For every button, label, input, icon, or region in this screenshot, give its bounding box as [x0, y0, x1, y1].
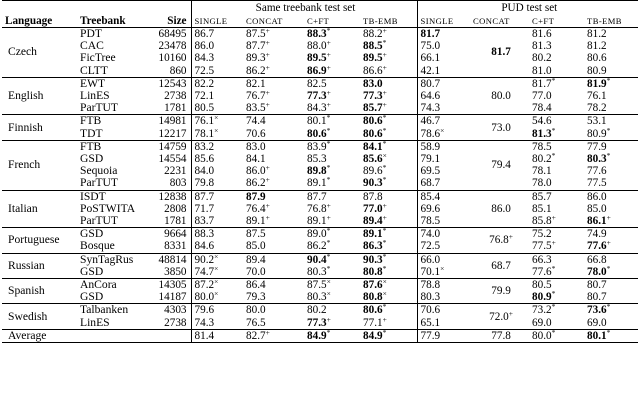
score-cell: 84.9*: [363, 327, 387, 342]
score-cell: 76.8+: [307, 200, 331, 215]
treebank-name: GSD: [80, 152, 104, 166]
score-cell: 80.1*: [587, 327, 611, 342]
score-cell: 77.0: [532, 90, 552, 103]
score-cell: 84.1*: [363, 138, 387, 153]
score-cell: 87.7+: [246, 38, 270, 53]
score-cell: 70.0: [246, 265, 266, 278]
score-cell: 89.4+: [363, 213, 387, 228]
score-cell: 80.0*: [532, 327, 556, 342]
score-cell: 89.1+: [246, 213, 270, 228]
treebank-size: 14187: [158, 291, 187, 304]
score-cell: 80.0×: [191, 291, 243, 304]
score-cell: 80.9: [587, 64, 607, 77]
table-row: [2, 115, 638, 128]
score-cell: 87.9: [246, 190, 266, 203]
score-cell: 46.7: [417, 115, 470, 128]
average-label: Average: [8, 328, 47, 342]
score-cell: 66.8: [587, 253, 607, 266]
score-cell: 80.3*: [587, 151, 611, 166]
score-cell: 85.7: [532, 190, 552, 203]
col-tbemb: TB-EMB: [363, 16, 398, 26]
score-cell: 53.1: [587, 115, 607, 128]
pud-concat-cell: 81.7: [491, 46, 511, 59]
header-treebank: Treebank: [77, 1, 139, 28]
score-cell: 81.0: [532, 64, 552, 77]
score-cell: 86.3*: [363, 238, 387, 253]
table-row: [2, 177, 638, 190]
score-cell: 66.3: [532, 253, 552, 266]
score-cell: 73.2*: [532, 302, 556, 317]
score-cell: 87.7: [307, 190, 327, 203]
score-cell: 69.0: [532, 316, 552, 329]
score-cell: 85.6: [191, 153, 243, 165]
score-cell: 87.6×: [363, 277, 387, 292]
score-cell: 70.1×: [417, 266, 470, 279]
score-cell: 80.7: [587, 291, 607, 304]
score-cell: 69.0: [587, 316, 607, 329]
treebank-name: ISDT: [80, 189, 106, 203]
score-cell: 77.3+: [363, 88, 387, 103]
score-cell: 78.6×: [417, 128, 470, 141]
score-cell: 80.6*: [363, 125, 387, 140]
score-cell: 86.0+: [246, 163, 270, 178]
pud-concat-cell: 86.0: [491, 202, 511, 215]
score-cell: 83.9*: [307, 138, 331, 153]
score-cell: 82.1: [246, 77, 266, 90]
score-cell: 81.9*: [587, 75, 611, 90]
score-cell: 86.0: [191, 40, 243, 52]
score-cell: 80.6*: [363, 113, 387, 128]
score-cell: 88.3: [191, 228, 243, 241]
treebank-size: 1781: [164, 215, 187, 228]
score-cell: 85.3: [307, 153, 327, 166]
col-pud-single: SINGLE: [417, 15, 470, 28]
col-cft: C+FT: [307, 16, 330, 26]
score-cell: 81.6: [532, 28, 552, 40]
header-same-test: Same treebank test set: [191, 1, 417, 16]
score-cell: 66.0: [417, 253, 470, 266]
table-row: [2, 65, 638, 78]
score-cell: 77.9: [587, 140, 607, 153]
score-cell: 80.5: [191, 102, 243, 115]
col-pud-cft: C+FT: [532, 16, 555, 26]
treebank-name: LinES: [80, 89, 110, 103]
score-cell: 85.1: [532, 202, 552, 215]
score-cell: 81.4: [191, 329, 243, 342]
score-cell: 88.2+: [363, 26, 387, 40]
score-cell: 72.5: [417, 240, 470, 253]
treebank-name: ParTUT: [80, 176, 118, 190]
score-cell: 79.3: [246, 291, 266, 304]
score-cell: 85.7+: [363, 100, 387, 115]
score-cell: 84.3: [191, 52, 243, 64]
pud-concat-cell: 79.4: [491, 159, 511, 172]
score-cell: 90.4*: [307, 251, 331, 266]
treebank-size: 12838: [158, 190, 187, 203]
treebank-name: SynTagRus: [80, 252, 134, 266]
treebank-name: Bosque: [80, 239, 115, 253]
score-cell: 89.4: [246, 253, 266, 266]
language-label: Swedish: [8, 309, 48, 323]
score-cell: 80.3*: [307, 263, 331, 278]
score-cell: 80.3×: [307, 289, 331, 304]
treebank-name: CLTT: [80, 63, 108, 77]
score-cell: 77.8: [491, 329, 511, 342]
score-cell: 90.3*: [363, 251, 387, 266]
score-cell: 71.7: [191, 203, 243, 215]
treebank-name: FTB: [80, 114, 102, 128]
score-cell: 70.6: [417, 304, 470, 317]
treebank-size: 4303: [164, 304, 187, 317]
language-label: Czech: [8, 45, 37, 59]
score-cell: 80.8×: [363, 289, 387, 304]
language-label: Finnish: [8, 120, 43, 134]
score-cell: 83.0: [363, 77, 383, 90]
language-label: English: [8, 89, 44, 103]
col-single: SINGLE: [191, 15, 243, 28]
pud-concat-cell: 76.8+: [489, 232, 513, 247]
score-cell: 78.5: [532, 140, 552, 153]
score-cell: 77.9: [417, 329, 470, 342]
score-cell: 74.0: [417, 228, 470, 241]
score-cell: 54.6: [532, 115, 552, 128]
score-cell: 42.1: [417, 65, 470, 78]
table-row: [2, 291, 638, 304]
treebank-name: PDT: [80, 27, 102, 40]
score-cell: 77.0+: [363, 200, 387, 215]
table-row: [2, 253, 638, 266]
treebank-size: 14759: [158, 140, 187, 153]
score-cell: 86.0: [587, 190, 607, 203]
score-cell: 64.6: [417, 90, 470, 102]
table-row: [2, 240, 638, 253]
score-cell: 89.5+: [307, 50, 331, 65]
treebank-name: CAC: [80, 39, 104, 53]
score-cell: 80.7: [587, 279, 607, 292]
treebank-size: 48814: [158, 253, 187, 266]
treebank-size: 12543: [158, 77, 187, 90]
score-cell: 81.3: [532, 40, 552, 53]
treebank-name: Sequoia: [80, 164, 118, 178]
score-cell: 75.0: [417, 40, 470, 52]
score-cell: 77.6*: [532, 263, 556, 278]
score-cell: 74.4: [246, 115, 266, 128]
score-cell: 79.8: [191, 177, 243, 190]
score-cell: 78.1×: [191, 128, 243, 141]
score-cell: 74.3: [191, 317, 243, 330]
score-cell: 77.3+: [307, 88, 331, 103]
score-cell: 72.5: [191, 65, 243, 78]
score-cell: 89.1*: [363, 226, 387, 241]
treebank-size: 2808: [164, 202, 187, 215]
score-cell: 76.7+: [246, 88, 270, 103]
treebank-name: AnCora: [80, 278, 117, 292]
score-cell: 76.1: [587, 90, 607, 103]
score-cell: 89.5+: [363, 50, 387, 65]
score-cell: 76.4+: [246, 200, 270, 215]
score-cell: 69.5: [417, 165, 470, 177]
table-row: [2, 304, 638, 317]
score-cell: 88.5*: [363, 38, 387, 53]
score-cell: 90.3*: [363, 175, 387, 190]
table-row: [2, 128, 638, 141]
treebank-size: 23478: [158, 40, 187, 53]
score-cell: 87.2×: [191, 279, 243, 292]
treebank-size: 3850: [164, 265, 187, 278]
score-cell: 89.1*: [307, 175, 331, 190]
score-cell: 58.9: [417, 140, 470, 153]
score-cell: 87.5+: [246, 26, 270, 40]
score-cell: 80.2*: [532, 151, 556, 166]
header-language: Language: [2, 1, 77, 28]
table-row: [2, 102, 638, 115]
treebank-name: GSD: [80, 264, 104, 278]
col-concat: CONCAT: [246, 16, 283, 26]
score-cell: 89.6*: [363, 163, 387, 178]
treebank-size: 14305: [158, 279, 187, 292]
language-label: Russian: [8, 258, 45, 272]
score-cell: 69.6: [417, 203, 470, 215]
treebank-name: FicTree: [80, 51, 116, 65]
score-cell: 89.1+: [307, 213, 331, 228]
score-cell: 82.7+: [246, 327, 270, 342]
score-cell: 83.0: [246, 140, 266, 153]
score-cell: 88.3*: [307, 26, 331, 40]
score-cell: 84.3+: [307, 100, 331, 115]
score-cell: 78.5: [417, 215, 470, 228]
score-cell: 81.7: [417, 28, 470, 41]
language-label: French: [8, 158, 41, 172]
treebank-size: 2231: [164, 165, 187, 178]
score-cell: 80.2: [307, 304, 327, 317]
results-table: [2, 0, 638, 343]
treebank-size: 68495: [158, 28, 187, 40]
pud-concat-cell: 68.7: [491, 259, 511, 272]
score-cell: 81.2: [587, 28, 607, 40]
score-cell: 83.7: [191, 215, 243, 228]
score-cell: 77.1+: [363, 314, 387, 329]
score-cell: 86.2*: [307, 238, 331, 253]
treebank-size: 2738: [164, 90, 187, 103]
results-body: [2, 28, 638, 343]
score-cell: 86.4: [246, 279, 266, 292]
treebank-name: GSD: [80, 290, 104, 304]
treebank-name: Talbanken: [80, 303, 129, 317]
score-cell: 78.1: [532, 165, 552, 178]
score-cell: 86.1+: [587, 213, 611, 228]
score-cell: 89.8*: [307, 163, 331, 178]
table-row: [2, 190, 638, 203]
pud-concat-cell: 80.0: [491, 90, 511, 103]
score-cell: 77.3+: [307, 314, 331, 329]
score-cell: 78.0*: [587, 263, 611, 278]
treebank-size: 12217: [158, 127, 187, 140]
header-size: Size: [139, 1, 191, 28]
score-cell: 89.0*: [307, 226, 331, 241]
table-row: [2, 266, 638, 279]
treebank-name: GSD: [80, 227, 104, 241]
score-cell: 74.9: [587, 228, 607, 241]
score-cell: 65.1: [417, 317, 470, 330]
treebank-size: 2738: [164, 316, 187, 329]
score-cell: 80.6*: [307, 125, 331, 140]
score-cell: 70.6: [246, 127, 266, 140]
col-pud-tbemb: TB-EMB: [587, 16, 622, 26]
score-cell: 68.7: [417, 177, 470, 190]
score-cell: 75.2: [532, 228, 552, 241]
score-cell: 90.2×: [191, 253, 243, 266]
score-cell: 78.2: [587, 102, 607, 115]
score-cell: 74.7×: [191, 266, 243, 279]
treebank-name: EWT: [80, 76, 106, 90]
score-cell: 86.6+: [363, 62, 387, 77]
score-cell: 80.6: [587, 52, 607, 65]
score-cell: 76.1×: [191, 115, 243, 128]
treebank-name: FTB: [80, 139, 102, 153]
score-cell: 80.9*: [532, 289, 556, 304]
treebank-name: PoSTWITA: [80, 201, 136, 215]
score-cell: 85.8+: [532, 213, 556, 228]
score-cell: 87.7: [191, 190, 243, 203]
table-row: [2, 317, 638, 330]
score-cell: 78.4: [532, 102, 552, 115]
treebank-name: ParTUT: [80, 101, 118, 115]
treebank-size: 803: [169, 177, 187, 190]
score-cell: 74.3: [417, 102, 470, 115]
score-cell: 87.5: [246, 228, 266, 241]
score-cell: 86.7: [191, 28, 243, 41]
score-cell: 72.1: [191, 90, 243, 102]
treebank-size: 1781: [164, 102, 187, 115]
score-cell: 84.6: [191, 240, 243, 253]
score-cell: 79.1: [417, 153, 470, 165]
score-cell: 81.3*: [532, 125, 556, 140]
treebank-size: 14554: [158, 153, 187, 166]
treebank-size: 14981: [158, 115, 187, 128]
treebank-size: 860: [169, 64, 187, 77]
score-cell: 78.0: [532, 177, 552, 190]
score-cell: 80.7: [417, 77, 470, 90]
treebank-size: 8331: [164, 240, 187, 253]
table-row: [2, 215, 638, 228]
score-cell: 81.2: [587, 40, 607, 53]
header-pud-test: PUD test set: [417, 1, 638, 16]
score-cell: 77.6+: [587, 238, 611, 253]
score-cell: 85.4: [417, 190, 470, 203]
score-cell: 77.5+: [532, 238, 556, 253]
score-cell: 80.6*: [363, 302, 387, 317]
score-cell: 82.2: [191, 77, 243, 90]
treebank-name: ParTUT: [80, 214, 118, 228]
score-cell: 83.2: [191, 140, 243, 153]
score-cell: 80.8*: [363, 263, 387, 278]
score-cell: 86.2+: [246, 62, 270, 77]
score-cell: 80.2: [532, 52, 552, 65]
score-cell: 85.0: [587, 202, 607, 215]
score-cell: 83.5+: [246, 100, 270, 115]
language-label: Spanish: [8, 284, 45, 298]
score-cell: 79.6: [191, 304, 243, 317]
score-cell: 85.0: [246, 240, 266, 253]
table-row: [2, 52, 638, 64]
score-cell: 77.6: [587, 165, 607, 178]
score-cell: 84.9*: [307, 327, 331, 342]
score-cell: 73.6*: [587, 302, 611, 317]
col-pud-concat: CONCAT: [473, 16, 510, 26]
score-cell: 80.9*: [587, 125, 611, 140]
score-cell: 66.1: [417, 52, 470, 64]
score-cell: 86.2+: [246, 175, 270, 190]
average-row: [2, 329, 638, 342]
score-cell: 85.6×: [363, 151, 387, 166]
score-cell: 86.9+: [307, 62, 331, 77]
pud-concat-cell: 73.0: [491, 121, 511, 134]
language-label: Portuguese: [8, 233, 60, 247]
pud-concat-cell: 79.9: [491, 285, 511, 298]
score-cell: 80.3: [417, 291, 470, 304]
score-cell: 77.5: [587, 177, 607, 190]
score-cell: 76.5: [246, 316, 266, 329]
treebank-name: TDT: [80, 126, 103, 140]
score-cell: 78.8: [417, 279, 470, 292]
score-cell: 87.5×: [307, 277, 331, 292]
score-cell: 87.8: [363, 190, 383, 203]
score-cell: 84.1: [246, 153, 266, 166]
score-cell: 89.3+: [246, 50, 270, 65]
treebank-name: LinES: [80, 315, 110, 329]
score-cell: 84.0: [191, 165, 243, 177]
score-cell: 80.0: [246, 304, 266, 317]
score-cell: 82.5: [307, 77, 327, 90]
language-label: Italian: [8, 201, 38, 215]
score-cell: 80.1*: [307, 113, 331, 128]
score-cell: 88.0+: [307, 38, 331, 53]
treebank-size: 9664: [164, 228, 187, 241]
treebank-size: 10160: [158, 52, 187, 65]
score-cell: 80.5: [532, 279, 552, 292]
score-cell: 81.7*: [532, 75, 556, 90]
pud-concat-cell: 72.0+: [489, 308, 513, 323]
